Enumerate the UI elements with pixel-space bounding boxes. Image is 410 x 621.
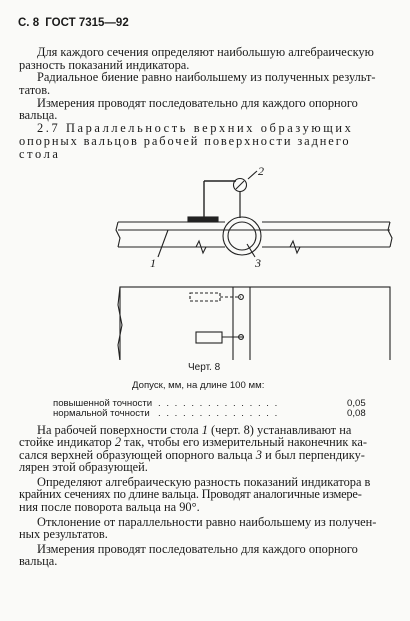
text-line: Для каждого сечения определяют наибольшую алгебраическую <box>37 45 374 59</box>
text-line: вальца. <box>19 554 58 568</box>
section-heading-line: стола <box>19 147 61 161</box>
figure-drawing <box>0 160 410 360</box>
section-heading-line: 2.7 Параллельность верхних образующих <box>37 121 354 135</box>
text-line: стойке индикатор 2 так, чтобы его измерительный наконечник ка- <box>19 435 367 449</box>
text-line: крайних сечениях по длине вальца. Проводят аналогичные измере- <box>19 487 362 501</box>
tolerance-dots: . . . . . . . . . . . . . . . <box>158 398 279 409</box>
break-mark <box>116 222 120 247</box>
text-line: Измерения проводят последовательно для каждого опорного <box>37 542 358 556</box>
indicator-needle <box>236 181 244 189</box>
figure-caption: Черт. 8 <box>188 362 221 373</box>
text-line: разность показаний индикатора. <box>19 58 190 72</box>
text-line: На рабочей поверхности стола 1 (черт. 8) устанавливают на <box>37 423 352 437</box>
plan-table-outline <box>120 287 390 360</box>
text-line: Радиальное биение равно наибольшему из полученных результ- <box>37 70 376 84</box>
tolerance-dots: . . . . . . . . . . . . . . . <box>158 408 279 419</box>
stand-base <box>188 217 218 222</box>
standard-number: ГОСТ 7315—92 <box>45 17 129 29</box>
figure-label-1: 1 <box>150 256 156 270</box>
text-line: Измерения проводят последовательно для каждого опорного <box>37 96 358 110</box>
text-line: татов. <box>19 83 51 97</box>
leader-1 <box>158 230 168 257</box>
text-line: ных результатов. <box>19 527 108 541</box>
text-line: Отклонение от параллельности равно наибольшему из получен- <box>37 515 377 529</box>
page-header <box>18 17 129 29</box>
roller-outer <box>223 217 261 255</box>
text-line: сался верхней образующей опорного вальца 3 и был перпендику- <box>19 448 365 462</box>
figure-label-3: 3 <box>255 256 261 270</box>
text-line: лярен этой образующей. <box>19 460 148 474</box>
text-line: вальца. <box>19 108 58 122</box>
dashed-indicator-position <box>190 293 220 301</box>
text-line: ния после поворота вальца на 90°. <box>19 500 200 514</box>
ref-number: 1 <box>201 423 208 437</box>
ref-number: 3 <box>255 448 262 462</box>
break-mark <box>388 222 392 247</box>
page-number: С. 8 <box>18 17 40 29</box>
roller-inner <box>228 222 256 250</box>
leader-2 <box>248 171 257 179</box>
tolerance-label: повышенной точности <box>53 398 153 409</box>
indicator-block <box>196 332 222 343</box>
ref-number: 2 <box>114 435 122 449</box>
figure-label-2: 2 <box>258 164 264 178</box>
tolerance-label: нормальной точности <box>53 408 150 419</box>
tolerance-value: 0,05 <box>347 398 366 409</box>
text-line: Определяют алгебраическую разность показаний индикатора в <box>37 475 371 489</box>
tolerance-title: Допуск, мм, на длине 100 мм: <box>132 380 265 391</box>
section-heading-line: опорных вальцов рабочей поверхности заднего <box>19 134 351 148</box>
tolerance-value: 0,08 <box>347 408 366 419</box>
